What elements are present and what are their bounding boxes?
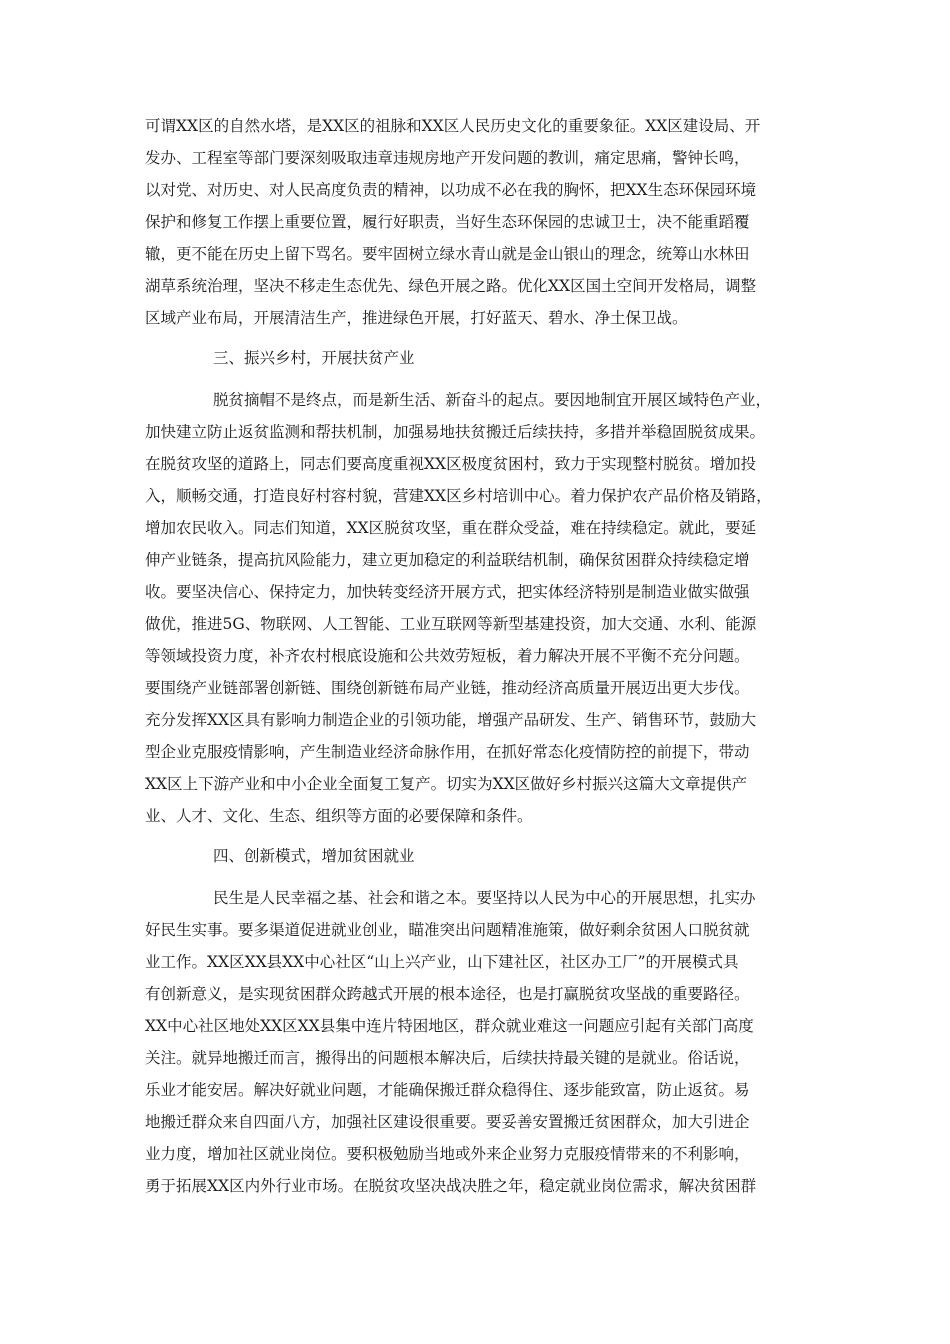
text-line: 乐业才能安居。解决好就业问题，才能确保搬迁群众稳得住、逐步能致富，防止返贫。易 [145,1081,750,1099]
text-line: 湖草系统治理，坚决不移走生态优先、绿色开展之路。优化XX区国土空间开发格局，调整 [145,277,757,295]
text-line: 业、人才、文化、生态、组织等方面的必要保障和条件。 [145,807,533,825]
text-line: 收。要坚决信心、保持定力，加快转变经济开展方式，把实体经济特别是制造业做实做强 [145,583,750,601]
text-line: 做优，推进5G、物联网、人工智能、工业互联网等新型基建投资，加大交通、水利、能源 [145,615,757,633]
text-line: 区域产业布局，开展清洁生产，推进绿色开展，打好蓝天、碧水、净土保卫战。 [145,309,688,327]
text-line: 等领域投资力度，补齐农村根底设施和公共效劳短板，着力解决开展不平衡不充分问题。 [145,647,750,665]
text-line: 好民生实事。要多渠道促进就业创业，瞄准突出问题精准施策，做好剩余贫困人口脱贫就 [145,921,750,939]
text-line: 要围绕产业链部署创新链、围绕创新链布局产业链，推动经济高质量开展迈出更大步伐。 [145,679,750,697]
text-line: 民生是人民幸福之基、社会和谐之本。要坚持以人民为中心的开展思想，扎实办 [213,889,756,907]
text-line: 勇于拓展XX区内外行业市场。在脱贫攻坚决战决胜之年，稳定就业岗位需求，解决贫困群 [145,1177,757,1195]
text-line: 有创新意义，是实现贫困群众跨越式开展的根本途径，也是打赢脱贫攻坚战的重要路径。 [145,985,750,1003]
text-line: XX中心社区地处XX区XX县集中连片特困地区，群众就业难这一问题应引起有关部门高度 [145,1017,754,1035]
text-line: 发办、工程室等部门要深刻吸取违章违规房地产开发问题的教训，痛定思痛，警钟长鸣， [145,149,750,167]
text-line: 关注。就异地搬迁而言，搬得出的问题根本解决后，后续扶持最关键的是就业。俗话说， [145,1049,750,1067]
text-line: 型企业克服疫情影响，产生制造业经济命脉作用，在抓好常态化疫情防控的前提下，带动 [145,743,750,761]
text-line: 业工作。XX区XX县XX中心社区“山上兴产业，山下建社区，社区办工厂”的开展模式具 [145,953,739,971]
section-heading-3: 三、振兴乡村，开展扶贫产业 [213,349,415,367]
text-line: 可谓XX区的自然水塔，是XX区的祖脉和XX区人民历史文化的重要象征。XX区建设局、开 [145,117,761,135]
text-line: 在脱贫攻坚的道路上，同志们要高度重视XX区极度贫困村，致力于实现整村脱贫。增加投 [145,455,757,473]
text-line: XX区上下游产业和中小企业全面复工复产。切实为XX区做好乡村振兴这篇大文章提供产 [145,775,748,793]
text-line: 入，顺畅交通，打造良好村容村貌，营建XX区乡村培训中心。着力保护农产品价格及销路， [145,487,772,505]
text-line: 地搬迁群众来自四面八方，加强社区建设很重要。要妥善安置搬迁贫困群众，加大引进企 [145,1113,750,1131]
text-line: 充分发挥XX区具有影响力制造企业的引领功能，增强产品研发、生产、销售环节，鼓励大 [145,711,757,729]
section-heading-4: 四、创新模式，增加贫困就业 [213,847,415,865]
text-line: 脱贫摘帽不是终点，而是新生活、新奋斗的起点。要因地制宜开展区域特色产业， [213,391,772,409]
text-line: 辙，更不能在历史上留下骂名。要牢固树立绿水青山就是金山银山的理念，统筹山水林田 [145,245,750,263]
text-line: 保护和修复工作摆上重要位置，履行好职责，当好生态环保园的忠诚卫士，决不能重蹈覆 [145,213,750,231]
text-line: 增加农民收入。同志们知道，XX区脱贫攻坚，重在群众受益，难在持续稳定。就此，要延 [145,519,757,537]
text-line: 以对党、对历史、对人民高度负责的精神，以功成不必在我的胸怀，把XX生态环保园环境 [145,181,757,199]
text-line: 业力度，增加社区就业岗位。要积极勉励当地或外来企业努力克服疫情带来的不利影响， [145,1145,750,1163]
text-line: 加快建立防止返贫监测和帮扶机制，加强易地扶贫搬迁后续扶持，多措并举稳固脱贫成果。 [145,423,766,441]
text-line: 伸产业链条，提高抗风险能力，建立更加稳定的利益联结机制，确保贫困群众持续稳定增 [145,551,750,569]
